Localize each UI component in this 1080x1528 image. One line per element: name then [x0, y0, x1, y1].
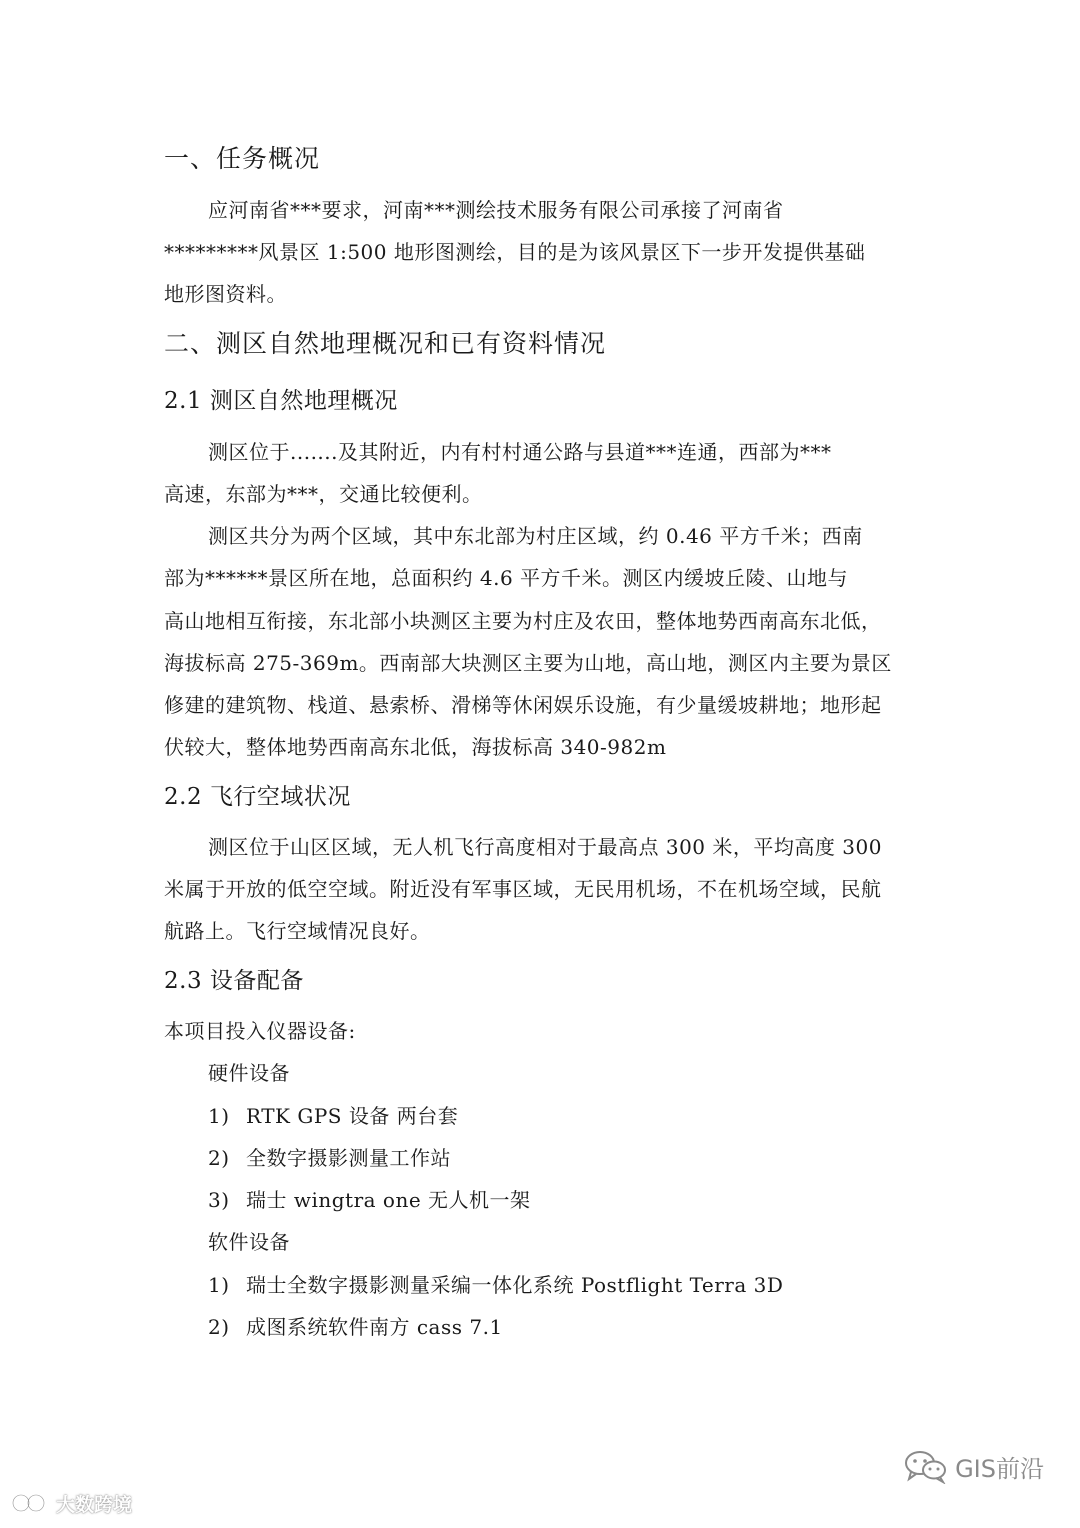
equipment-intro: 本项目投入仪器设备: [164, 1019, 356, 1043]
subsection-2-1-para-line: 部为******景区所在地，总面积约 4.6 平方千米。测区内缓坡丘陵、山地与 [164, 566, 849, 590]
watermark-gis-text: GIS前沿 [955, 1454, 1044, 1483]
subsection-2-3-heading: 2.3 设备配备 [164, 968, 304, 994]
subsection-2-2-heading: 2.2 飞行空域状况 [164, 784, 351, 810]
software-item-text: 瑞士全数字摄影测量采编一体化系统 Postflight Terra 3D [246, 1273, 784, 1297]
section-1-para-line: *********风景区 1:500 地形图测绘，目的是为该风景区下一步开发提供基础 [164, 240, 866, 264]
section-2-heading: 二、测区自然地理概况和已有资料情况 [164, 329, 607, 358]
subsection-2-1-para-line: 测区位于.......及其附近，内有村村通公路与县道***连通，西部为*** [208, 440, 832, 464]
subsection-2-1-para-line: 测区共分为两个区域，其中东北部为村庄区域，约 0.46 平方千米；西南 [208, 524, 863, 548]
section-1-heading: 一、任务概况 [164, 144, 321, 173]
subsection-2-2-para-line: 米属于开放的低空空域。附近没有军事区域，无民用机场，不在机场空域，民航 [164, 877, 882, 901]
wechat-icon [903, 1448, 949, 1484]
hardware-item-text: RTK GPS 设备 两台套 [246, 1104, 459, 1128]
software-item-number: 1) [208, 1273, 230, 1297]
subsection-2-1-para-line: 高速，东部为***，交通比较便利。 [164, 482, 483, 506]
hardware-item-text: 瑞士 wingtra one 无人机一架 [246, 1188, 531, 1212]
software-item-text: 成图系统软件南方 cass 7.1 [246, 1315, 503, 1339]
subsection-2-1-para-line: 海拔标高 275-369m。西南部大块测区主要为山地，高山地，测区内主要为景区 [164, 651, 892, 675]
section-1-para-line: 应河南省***要求，河南***测绘技术服务有限公司承接了河南省 [208, 198, 784, 222]
watermark-brand [10, 1488, 132, 1518]
brand-logo-icon [10, 1490, 50, 1516]
software-item-number: 2) [208, 1315, 230, 1339]
watermark-gis [903, 1446, 1044, 1486]
hardware-item-number: 2) [208, 1146, 230, 1170]
subsection-2-1-para-line: 高山地相互衔接，东北部小块测区主要为村庄及农田，整体地势西南高东北低， [164, 609, 882, 633]
hardware-title: 硬件设备 [208, 1061, 290, 1085]
subsection-2-2-para-line: 航路上。飞行空域情况良好。 [164, 919, 431, 943]
section-1-para-line: 地形图资料。 [164, 282, 287, 306]
hardware-item-number: 1) [208, 1104, 230, 1128]
hardware-item-number: 3) [208, 1188, 230, 1212]
hardware-item-text: 全数字摄影测量工作站 [246, 1146, 451, 1170]
subsection-2-2-para-line: 测区位于山区区域，无人机飞行高度相对于最高点 300 米，平均高度 300 [208, 835, 882, 859]
subsection-2-1-para-line: 修建的建筑物、栈道、悬索桥、滑梯等休闲娱乐设施，有少量缓坡耕地；地形起 [164, 693, 882, 717]
subsection-2-1-para-line: 伏较大，整体地势西南高东北低，海拔标高 340-982m [164, 735, 667, 759]
software-title: 软件设备 [208, 1230, 290, 1254]
subsection-2-1-heading: 2.1 测区自然地理概况 [164, 388, 398, 414]
watermark-brand-text: 大数跨境 [56, 1493, 133, 1516]
